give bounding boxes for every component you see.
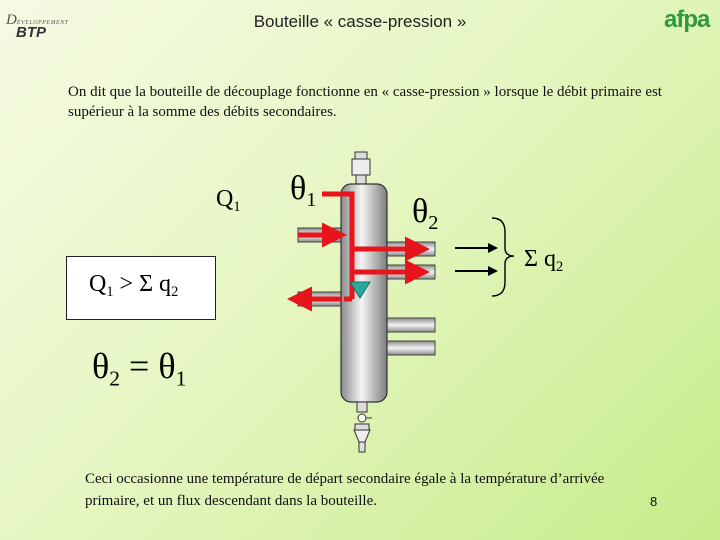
secondary-flow-arrows — [455, 243, 498, 276]
brace-icon — [492, 218, 514, 296]
page-title: Bouteille « casse-pression » — [253, 12, 467, 31]
secondary-pipe-3 — [385, 318, 435, 332]
page-number: 8 — [650, 494, 658, 509]
theta2-label: $\theta_2$ — [412, 193, 439, 235]
afpa-logo: afpa — [664, 6, 710, 33]
condition-box — [66, 256, 216, 320]
primary-flow-label: $Q_1$ — [216, 186, 241, 216]
condition-formula: $Q_1 > \Sigma$ $q_2$ — [89, 271, 179, 301]
intro-paragraph: On dit que la bouteille de découplage fonctionne en « casse-pression » lorsque le débit primaire est supérieur à la somme des débits secondaires. — [68, 84, 662, 120]
bottle-body — [341, 184, 387, 402]
air-vent — [352, 152, 370, 185]
temperature-equality: $\theta_2 = \theta_1$ — [92, 346, 187, 391]
developpement-btp-logo: DÉVELOPPEMENT BTP — [6, 12, 69, 41]
drain-valve — [354, 402, 372, 452]
secondary-flow-label: Σ $q_2$ — [524, 246, 564, 276]
theta1-label: $\theta_1$ — [290, 170, 317, 212]
secondary-pipe-4 — [385, 341, 435, 355]
conclusion-paragraph: Ceci occasionne une température de départ secondaire égale à la température d’arrivée primaire, et un flux descendant dans la bouteille. — [85, 471, 605, 509]
